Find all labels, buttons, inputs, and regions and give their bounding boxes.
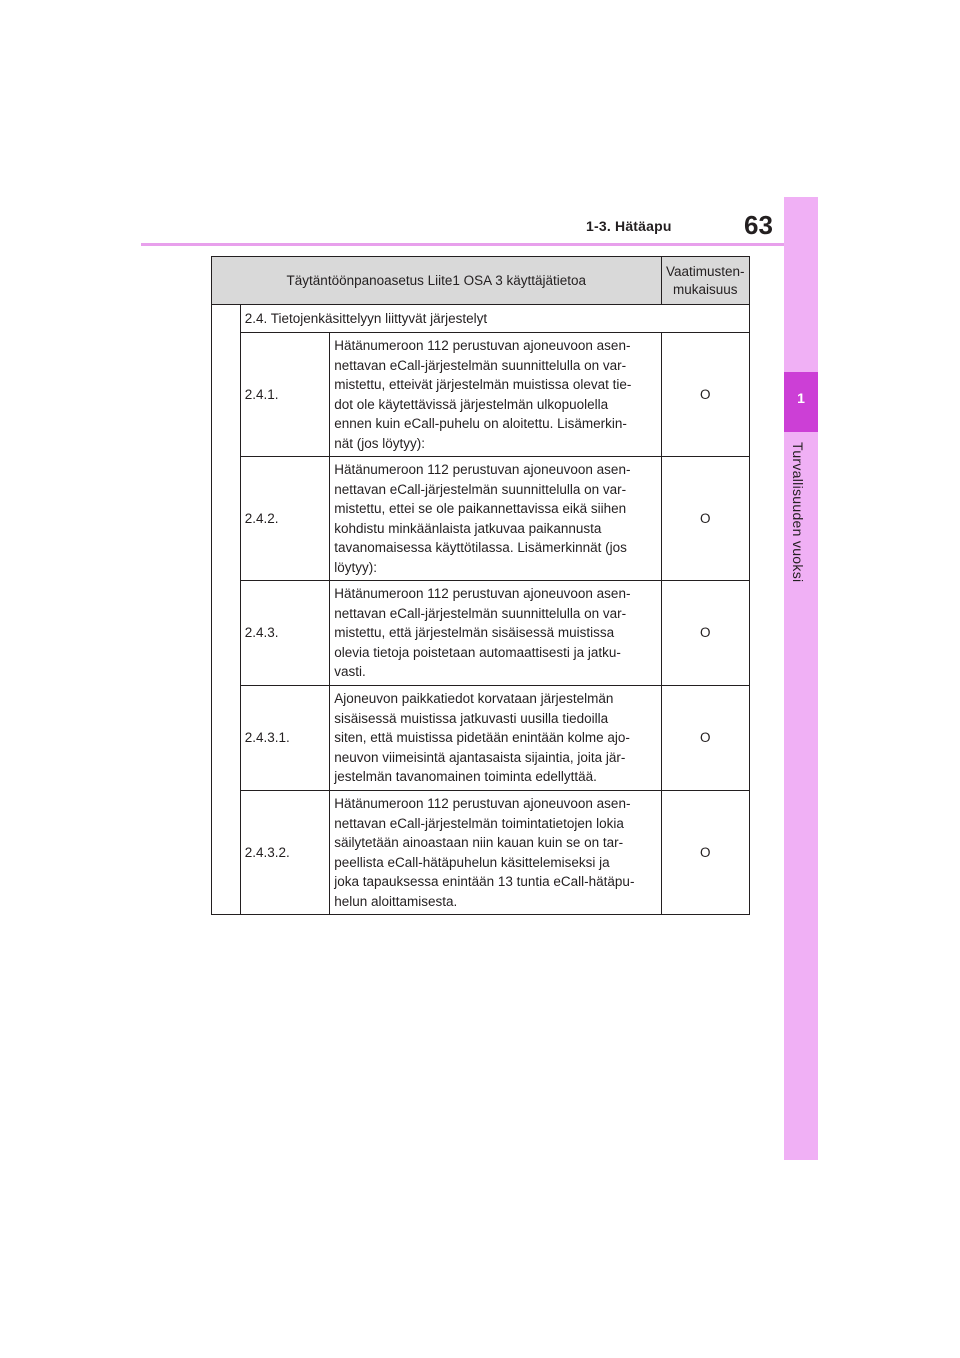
table-row xyxy=(212,581,750,686)
description-line: mistettu, ettei se ole paikannettavissa eikä siihen xyxy=(334,501,627,516)
description-line: siten, että muistissa pidetään enintään kolme ajo- xyxy=(334,730,630,746)
section-heading: 1-3. Hätäapu xyxy=(586,218,672,234)
description-line: mistettu, että järjestelmän sisäisessä muistissa xyxy=(334,625,615,641)
compliance-mark: O xyxy=(661,333,749,457)
requirement-description xyxy=(330,791,661,915)
requirement-id: 2.4.3.1. xyxy=(240,686,329,791)
requirement-description xyxy=(330,333,661,457)
table-row xyxy=(212,333,750,457)
description-line: nettavan eCall-järjestelmän suunnittelulla on var- xyxy=(334,481,627,497)
section-title: 2.4. Tietojenkäsittelyyn liittyvät järjestelyt xyxy=(240,305,749,333)
compliance-header-line1: Vaatimusten- xyxy=(666,263,745,279)
requirement-id: 2.4.2. xyxy=(240,457,329,581)
requirement-id: 2.4.1. xyxy=(240,333,329,457)
side-chapter-title: Turvallisuuden vuoksi xyxy=(790,442,806,583)
description-line: mistettu, etteivät järjestelmän muistissa olevat tie- xyxy=(334,377,632,392)
description-line: löytyy): xyxy=(334,559,377,575)
indent-cell xyxy=(212,305,241,915)
requirement-description xyxy=(330,457,661,581)
side-chapter-tab xyxy=(784,197,818,1160)
side-chapter-number: 1 xyxy=(797,390,805,406)
table-header-row xyxy=(212,257,750,305)
section-row xyxy=(212,305,750,333)
description-line: Ajoneuvon paikkatiedot korvataan järjestelmän xyxy=(334,691,614,707)
requirement-id: 2.4.3.2. xyxy=(240,791,329,915)
description-line: Hätänumeroon 112 perustuvan ajoneuvoon asen- xyxy=(334,796,631,811)
description-line: helun aloittamisesta. xyxy=(334,893,458,909)
description-line: säilytetään ainoastaan niin kauan kuin se on tar- xyxy=(334,835,624,850)
table-row xyxy=(212,457,750,581)
description-line: olevia tietoja poistetaan automaattisesti ja jatku- xyxy=(334,644,621,660)
description-line: kohdistu minkäänlaista jatkuvaa paikannusta xyxy=(334,520,602,536)
description-line: nettavan eCall-järjestelmän toimintatietojen lokia xyxy=(334,815,624,831)
description-line: Hätänumeroon 112 perustuvan ajoneuvoon asen- xyxy=(334,338,631,353)
header-divider xyxy=(141,243,784,246)
table-row xyxy=(212,686,750,791)
description-line: Hätänumeroon 112 perustuvan ajoneuvoon asen- xyxy=(334,586,631,602)
description-line: nettavan eCall-järjestelmän suunnittelulla on var- xyxy=(334,357,627,373)
compliance-mark: O xyxy=(661,686,749,791)
compliance-mark: O xyxy=(661,791,749,915)
compliance-mark: O xyxy=(661,581,749,686)
description-line: vasti. xyxy=(334,664,366,680)
requirement-description xyxy=(330,686,661,791)
compliance-mark: O xyxy=(661,457,749,581)
page-number: 63 xyxy=(744,210,773,240)
description-line: sisäisessä muistissa jatkuvasti uusilla tiedoilla xyxy=(334,710,609,726)
description-line: Hätänumeroon 112 perustuvan ajoneuvoon asen- xyxy=(334,462,631,477)
description-line: dot ole käytettävissä järjestelmän ulkopuolella xyxy=(334,396,609,412)
description-line: jestelmän tavanomainen toiminta edellyttää. xyxy=(334,769,597,785)
description-line: tavanomaisessa käyttötilassa. Lisämerkinnät (jos xyxy=(334,540,627,555)
column-header-requirement: Täytäntöönpanoasetus Liite1 OSA 3 käyttäjätietoa xyxy=(212,257,662,305)
description-line: peellista eCall-hätäpuhelun käsittelemiseksi ja xyxy=(334,854,610,870)
compliance-header-line2: mukaisuus xyxy=(673,281,738,297)
ecall-compliance-table xyxy=(211,256,750,915)
table-row xyxy=(212,791,750,915)
requirement-description xyxy=(330,581,661,686)
description-line: nät (jos löytyy): xyxy=(334,435,426,451)
description-line: ennen kuin eCall-puhelu on aloitettu. Lisämerkin- xyxy=(334,416,627,431)
description-line: nettavan eCall-järjestelmän suunnittelulla on var- xyxy=(334,605,627,621)
requirement-id: 2.4.3. xyxy=(240,581,329,686)
column-header-compliance xyxy=(661,257,749,305)
description-line: neuvon viimeisintä ajantasaista sijaintia, joita jär- xyxy=(334,749,626,765)
description-line: joka tapauksessa enintään 13 tuntia eCall-hätäpu- xyxy=(334,874,635,889)
